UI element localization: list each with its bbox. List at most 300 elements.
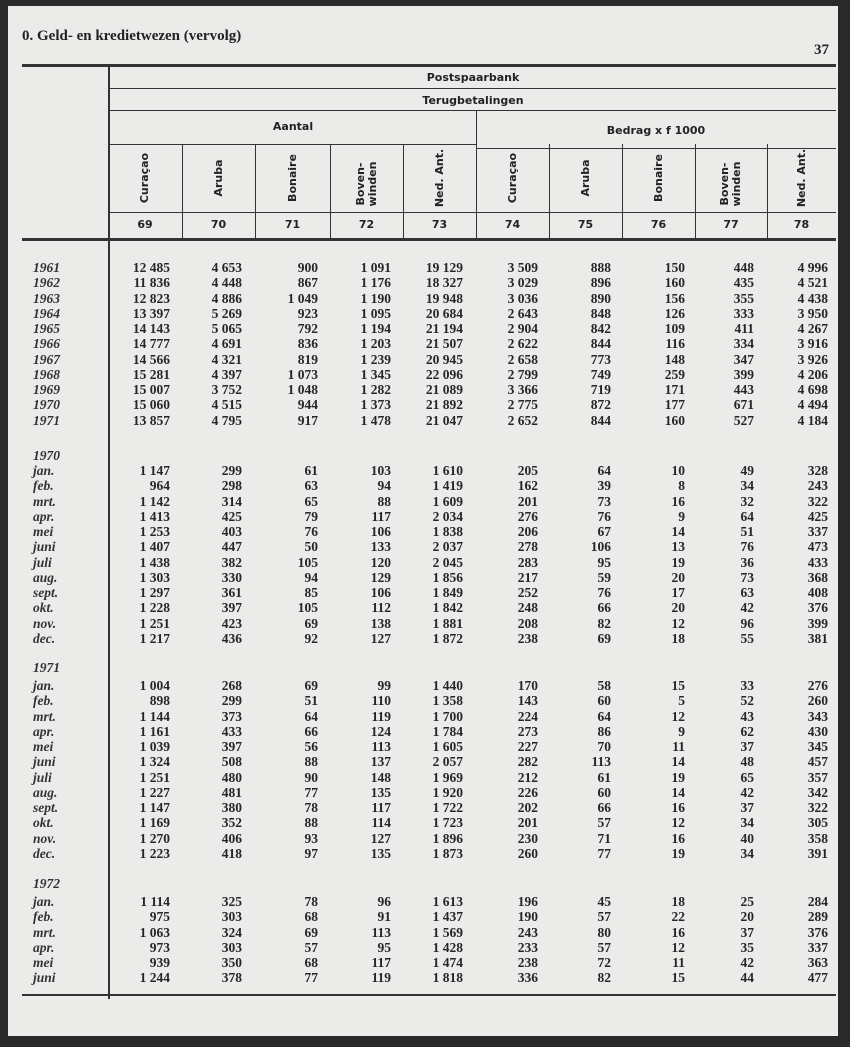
table-cell: 1 474 (432, 955, 463, 970)
table-cell: 408 (807, 585, 828, 600)
table-cell: 69 (304, 924, 318, 940)
table-cell: 3 916 (797, 336, 828, 352)
table-cell: 1 063 (139, 924, 170, 940)
table-cell: 378 (221, 970, 242, 986)
table-cell: 1 091 (360, 260, 391, 275)
table-cell: 42 (740, 955, 754, 970)
table-cell: 34 (740, 478, 754, 494)
table-cell: 57 (597, 939, 611, 955)
table-cell: 508 (221, 754, 242, 770)
table-cell: 97 (304, 845, 318, 861)
row-label: 1964 (33, 305, 60, 321)
table-cell: 1 161 (139, 723, 170, 739)
table-cell: 71 (597, 830, 611, 846)
table-cell: 20 (671, 600, 685, 616)
table-cell: 1 147 (139, 800, 170, 815)
bottom-rule (22, 994, 836, 996)
table-cell: 973 (149, 939, 170, 955)
table-cell: 21 089 (425, 382, 463, 397)
table-cell: 95 (597, 554, 611, 570)
table-cell: 19 (671, 554, 685, 570)
table-cell: 4 691 (211, 336, 242, 352)
table-cell: 9 (678, 508, 685, 524)
table-cell: 14 (671, 784, 685, 800)
table-cell: 350 (221, 955, 242, 970)
table-cell: 3 752 (211, 382, 242, 397)
table-cell: 1 818 (432, 970, 463, 986)
row-label: 1968 (33, 366, 60, 382)
table-cell: 33 (740, 678, 754, 693)
table-cell: 923 (297, 305, 318, 321)
table-cell: 230 (517, 830, 538, 846)
table-cell: 1 438 (139, 554, 170, 570)
row-label: 1967 (33, 351, 60, 367)
table-cell: 76 (740, 539, 754, 555)
table-cell: 148 (664, 351, 685, 367)
table-cell: 425 (807, 508, 828, 524)
table-cell: 373 (221, 708, 242, 724)
row-label: 1966 (33, 336, 60, 352)
table-cell: 116 (665, 336, 685, 352)
table-cell: 381 (807, 630, 828, 646)
table-cell: 1 723 (432, 815, 463, 831)
table-cell: 1 842 (432, 600, 463, 616)
row-label: mei (33, 955, 54, 970)
table-cell: 119 (371, 708, 391, 724)
table-cell: 129 (370, 569, 391, 585)
section-year: 1972 (33, 876, 60, 891)
column-name: Ned. Ant. (432, 148, 446, 208)
table-cell: 1 303 (139, 569, 170, 585)
row-label: apr. (33, 723, 55, 739)
row-label: jan. (33, 678, 55, 693)
column-number: 78 (793, 218, 810, 231)
table-cell: 96 (740, 615, 754, 631)
table-cell: 14 777 (132, 336, 170, 352)
table-cell: 76 (304, 524, 318, 539)
table-cell: 126 (664, 305, 685, 321)
table-cell: 363 (807, 955, 828, 970)
table-cell: 42 (740, 600, 754, 616)
table-cell: 382 (221, 554, 242, 570)
table-cell: 133 (370, 539, 391, 555)
table-cell: 964 (149, 478, 170, 494)
table-cell: 95 (377, 939, 391, 955)
table-cell: 337 (807, 939, 828, 955)
table-cell: 433 (807, 554, 828, 570)
table-cell: 96 (377, 894, 391, 909)
table-cell: 93 (304, 830, 318, 846)
table-cell: 4 321 (211, 351, 242, 367)
table-cell: 299 (221, 693, 242, 709)
table-cell: 1 358 (432, 693, 463, 709)
table-cell: 4 184 (797, 412, 828, 428)
table-cell: 2 643 (507, 305, 538, 321)
table-cell: 177 (664, 397, 685, 413)
table-cell: 1 849 (432, 585, 463, 600)
table-cell: 64 (597, 463, 611, 478)
table-cell: 227 (517, 739, 538, 754)
table-cell: 15 007 (132, 382, 170, 397)
column-name: Aruba (578, 159, 592, 197)
table-cell: 20 945 (425, 351, 463, 367)
table-cell: 162 (517, 478, 538, 494)
table-cell: 4 206 (797, 366, 828, 382)
table-cell: 110 (371, 693, 391, 709)
table-cell: 2 034 (432, 508, 463, 524)
table-cell: 109 (664, 321, 685, 336)
top-rule (22, 64, 836, 67)
table-cell: 334 (733, 336, 754, 352)
table-cell: 59 (597, 569, 611, 585)
table-cell: 1 345 (360, 366, 391, 382)
table-cell: 82 (597, 615, 611, 631)
table-cell: 433 (221, 723, 242, 739)
table-cell: 105 (297, 554, 318, 570)
table-cell: 1 419 (432, 478, 463, 494)
table-cell: 171 (664, 382, 685, 397)
table-cell: 112 (371, 600, 391, 616)
table-cell: 333 (733, 305, 754, 321)
table-cell: 160 (664, 412, 685, 428)
table-cell: 1 373 (360, 397, 391, 413)
table-cell: 303 (221, 939, 242, 955)
rule (110, 110, 836, 111)
table-cell: 448 (733, 260, 754, 275)
table-cell: 156 (664, 290, 685, 306)
table-cell: 243 (517, 924, 538, 940)
table-cell: 252 (517, 585, 538, 600)
table-cell: 135 (370, 845, 391, 861)
column-number: 71 (284, 218, 301, 231)
table-cell: 13 857 (132, 412, 170, 428)
table-cell: 1 605 (432, 739, 463, 754)
table-cell: 1 142 (139, 493, 170, 509)
table-cell: 1 228 (139, 600, 170, 616)
table-cell: 60 (597, 693, 611, 709)
table-cell: 411 (734, 321, 754, 336)
row-label: mrt. (33, 708, 56, 724)
table-cell: 69 (597, 630, 611, 646)
table-cell: 1 610 (432, 463, 463, 478)
table-cell: 322 (807, 493, 828, 509)
table-cell: 1 251 (139, 769, 170, 785)
table-cell: 117 (371, 955, 391, 970)
table-cell: 848 (590, 305, 611, 321)
table-cell: 1 873 (432, 845, 463, 861)
table-cell: 1 856 (432, 569, 463, 585)
table-cell: 13 (671, 539, 685, 555)
table-cell: 3 366 (507, 382, 538, 397)
table-cell: 260 (807, 693, 828, 709)
table-cell: 368 (807, 569, 828, 585)
table-cell: 88 (304, 754, 318, 770)
table-cell: 44 (740, 970, 754, 986)
table-cell: 2 037 (432, 539, 463, 555)
table-cell: 19 (671, 845, 685, 861)
table-cell: 1 896 (432, 830, 463, 846)
table-cell: 86 (597, 723, 611, 739)
row-label: 1971 (33, 412, 60, 428)
table-cell: 2 045 (432, 554, 463, 570)
table-cell: 19 (671, 769, 685, 785)
table-cell: 1 176 (360, 275, 391, 291)
table-cell: 39 (597, 478, 611, 494)
table-cell: 836 (297, 336, 318, 352)
table-cell: 298 (221, 478, 242, 494)
table-cell: 527 (733, 412, 754, 428)
table-cell: 25 (740, 894, 754, 909)
column-number: 73 (431, 218, 448, 231)
column-number: 76 (650, 218, 667, 231)
column-name: Bonaire (651, 154, 665, 202)
table-cell: 4 521 (797, 275, 828, 291)
table-cell: 113 (591, 754, 611, 770)
table-cell: 91 (377, 909, 391, 925)
table-cell: 343 (807, 708, 828, 724)
table-cell: 457 (807, 754, 828, 770)
table-cell: 337 (807, 524, 828, 539)
row-label: mei (33, 739, 54, 754)
table-cell: 226 (517, 784, 538, 800)
table-cell: 1 969 (432, 769, 463, 785)
row-label: sept. (33, 585, 59, 600)
table-cell: 1 251 (139, 615, 170, 631)
table-cell: 2 799 (507, 366, 538, 382)
table-cell: 106 (370, 524, 391, 539)
table-cell: 1 244 (139, 970, 170, 986)
column-name: Curaçao (505, 152, 519, 204)
table-cell: 2 658 (507, 351, 538, 367)
table-cell: 352 (221, 815, 242, 831)
table-cell: 477 (807, 970, 828, 986)
table-cell: 418 (221, 845, 242, 861)
table-cell: 944 (297, 397, 318, 413)
table-cell: 190 (517, 909, 538, 925)
table-cell: 170 (517, 678, 538, 693)
table-cell: 1 223 (139, 845, 170, 861)
table-cell: 248 (517, 600, 538, 616)
table-cell: 792 (297, 321, 318, 336)
table-cell: 4 494 (797, 397, 828, 413)
row-label: jan. (33, 894, 55, 909)
column-number: 72 (358, 218, 375, 231)
table-cell: 481 (221, 784, 242, 800)
table-cell: 15 (671, 970, 685, 986)
table-cell: 68 (304, 909, 318, 925)
table-cell: 4 438 (797, 290, 828, 306)
table-cell: 1 282 (360, 382, 391, 397)
table-cell: 66 (597, 800, 611, 815)
table-cell: 61 (597, 769, 611, 785)
table-cell: 68 (304, 955, 318, 970)
table-cell: 399 (807, 615, 828, 631)
table-cell: 64 (304, 708, 318, 724)
table-cell: 73 (597, 493, 611, 509)
table-cell: 1 297 (139, 585, 170, 600)
table-cell: 65 (304, 493, 318, 509)
table-cell: 357 (807, 769, 828, 785)
table-cell: 1 114 (140, 894, 170, 909)
table-cell: 16 (671, 830, 685, 846)
table-cell: 299 (221, 463, 242, 478)
table-cell: 14 143 (132, 321, 170, 336)
table-cell: 22 096 (425, 366, 463, 382)
table-cell: 233 (517, 939, 538, 955)
table-cell: 88 (304, 815, 318, 831)
table-cell: 355 (733, 290, 754, 306)
table-cell: 1 270 (139, 830, 170, 846)
table-cell: 3 036 (507, 290, 538, 306)
table-cell: 127 (370, 630, 391, 646)
table-cell: 88 (377, 493, 391, 509)
row-label: 1963 (33, 290, 60, 306)
table-cell: 60 (597, 784, 611, 800)
table-cell: 18 (671, 630, 685, 646)
table-cell: 37 (740, 924, 754, 940)
table-cell: 1 194 (360, 321, 391, 336)
table-cell: 342 (807, 784, 828, 800)
row-label: jan. (33, 463, 55, 478)
table-cell: 22 (671, 909, 685, 925)
table-cell: 322 (807, 800, 828, 815)
row-label: dec. (33, 630, 56, 646)
table-cell: 2 622 (507, 336, 538, 352)
table-cell: 13 397 (132, 305, 170, 321)
table-cell: 106 (370, 585, 391, 600)
row-label: nov. (33, 615, 57, 631)
table-cell: 90 (304, 769, 318, 785)
table-cell: 70 (597, 739, 611, 754)
table-cell: 898 (149, 693, 170, 709)
table-cell: 150 (664, 260, 685, 275)
table-cell: 16 (671, 924, 685, 940)
table-cell: 63 (740, 585, 754, 600)
table-cell: 314 (221, 493, 242, 509)
table-cell: 1 253 (139, 524, 170, 539)
table-cell: 21 194 (425, 321, 463, 336)
table-cell: 77 (304, 784, 318, 800)
row-label: aug. (33, 784, 58, 800)
table-cell: 103 (370, 463, 391, 478)
table-cell: 18 (671, 894, 685, 909)
table-cell: 1 147 (139, 463, 170, 478)
table-cell: 10 (671, 463, 685, 478)
table-cell: 3 509 (507, 260, 538, 275)
table-cell: 399 (733, 366, 754, 382)
table-cell: 34 (740, 815, 754, 831)
column-name: Bonaire (285, 154, 299, 202)
row-label: nov. (33, 830, 57, 846)
table-cell: 397 (221, 739, 242, 754)
table-cell: 80 (597, 924, 611, 940)
table-cell: 303 (221, 909, 242, 925)
table-cell: 749 (590, 366, 611, 382)
table-cell: 406 (221, 830, 242, 846)
table-cell: 819 (297, 351, 318, 367)
row-label: mrt. (33, 493, 56, 509)
table-cell: 40 (740, 830, 754, 846)
table-cell: 2 904 (507, 321, 538, 336)
table-cell: 94 (377, 478, 391, 494)
table-cell: 1 203 (360, 336, 391, 352)
table-cell: 3 926 (797, 351, 828, 367)
row-label: juli (33, 769, 52, 785)
table-cell: 1 437 (432, 909, 463, 925)
table-cell: 358 (807, 830, 828, 846)
table-cell: 423 (221, 615, 242, 631)
table-cell: 58 (597, 678, 611, 693)
table-cell: 1 478 (360, 412, 391, 428)
section-year: 1970 (33, 448, 60, 463)
row-label: okt. (33, 600, 54, 616)
table-cell: 447 (221, 539, 242, 555)
table-cell: 473 (807, 539, 828, 555)
table-cell: 1 784 (432, 723, 463, 739)
page-number: 37 (814, 42, 829, 58)
table-cell: 77 (304, 970, 318, 986)
row-label: 1961 (33, 260, 60, 275)
table-cell: 64 (597, 708, 611, 724)
table-cell: 135 (370, 784, 391, 800)
table-cell: 276 (517, 508, 538, 524)
table-cell: 76 (597, 508, 611, 524)
table-cell: 85 (304, 585, 318, 600)
table-cell: 127 (370, 830, 391, 846)
table-cell: 5 269 (211, 305, 242, 321)
table-cell: 57 (597, 815, 611, 831)
row-label: feb. (33, 909, 54, 925)
table-cell: 124 (370, 723, 391, 739)
column-number: 69 (137, 218, 153, 231)
table-cell: 94 (304, 569, 318, 585)
table-cell: 8 (678, 478, 685, 494)
table-cell: 436 (221, 630, 242, 646)
table-cell: 15 (671, 678, 685, 693)
row-label: juli (33, 554, 52, 570)
section-year: 1971 (33, 660, 60, 675)
table-cell: 325 (221, 894, 242, 909)
row-label: juni (33, 970, 56, 986)
table-cell: 273 (517, 723, 538, 739)
table-cell: 206 (517, 524, 538, 539)
table-cell: 12 (671, 815, 685, 831)
subgroup-header: Terugbetalingen (422, 94, 524, 107)
table-cell: 50 (304, 539, 318, 555)
table-cell: 208 (517, 615, 538, 631)
table-cell: 480 (221, 769, 242, 785)
table-cell: 92 (304, 630, 318, 646)
table-cell: 844 (590, 336, 611, 352)
table-cell: 11 (672, 739, 685, 754)
row-label: 1969 (33, 382, 60, 397)
table-cell: 16 (671, 493, 685, 509)
table-cell: 975 (149, 909, 170, 925)
table-cell: 1 227 (139, 784, 170, 800)
table-cell: 14 (671, 754, 685, 770)
table-cell: 72 (597, 955, 611, 970)
table-cell: 4 795 (211, 412, 242, 428)
table-cell: 260 (517, 845, 538, 861)
table-cell: 361 (221, 585, 242, 600)
table-cell: 4 448 (211, 275, 242, 291)
row-label: mei (33, 524, 54, 539)
table-cell: 78 (304, 894, 318, 909)
table-cell: 2 057 (432, 754, 463, 770)
table-cell: 224 (517, 708, 538, 724)
row-label: apr. (33, 939, 55, 955)
table-cell: 138 (370, 615, 391, 631)
